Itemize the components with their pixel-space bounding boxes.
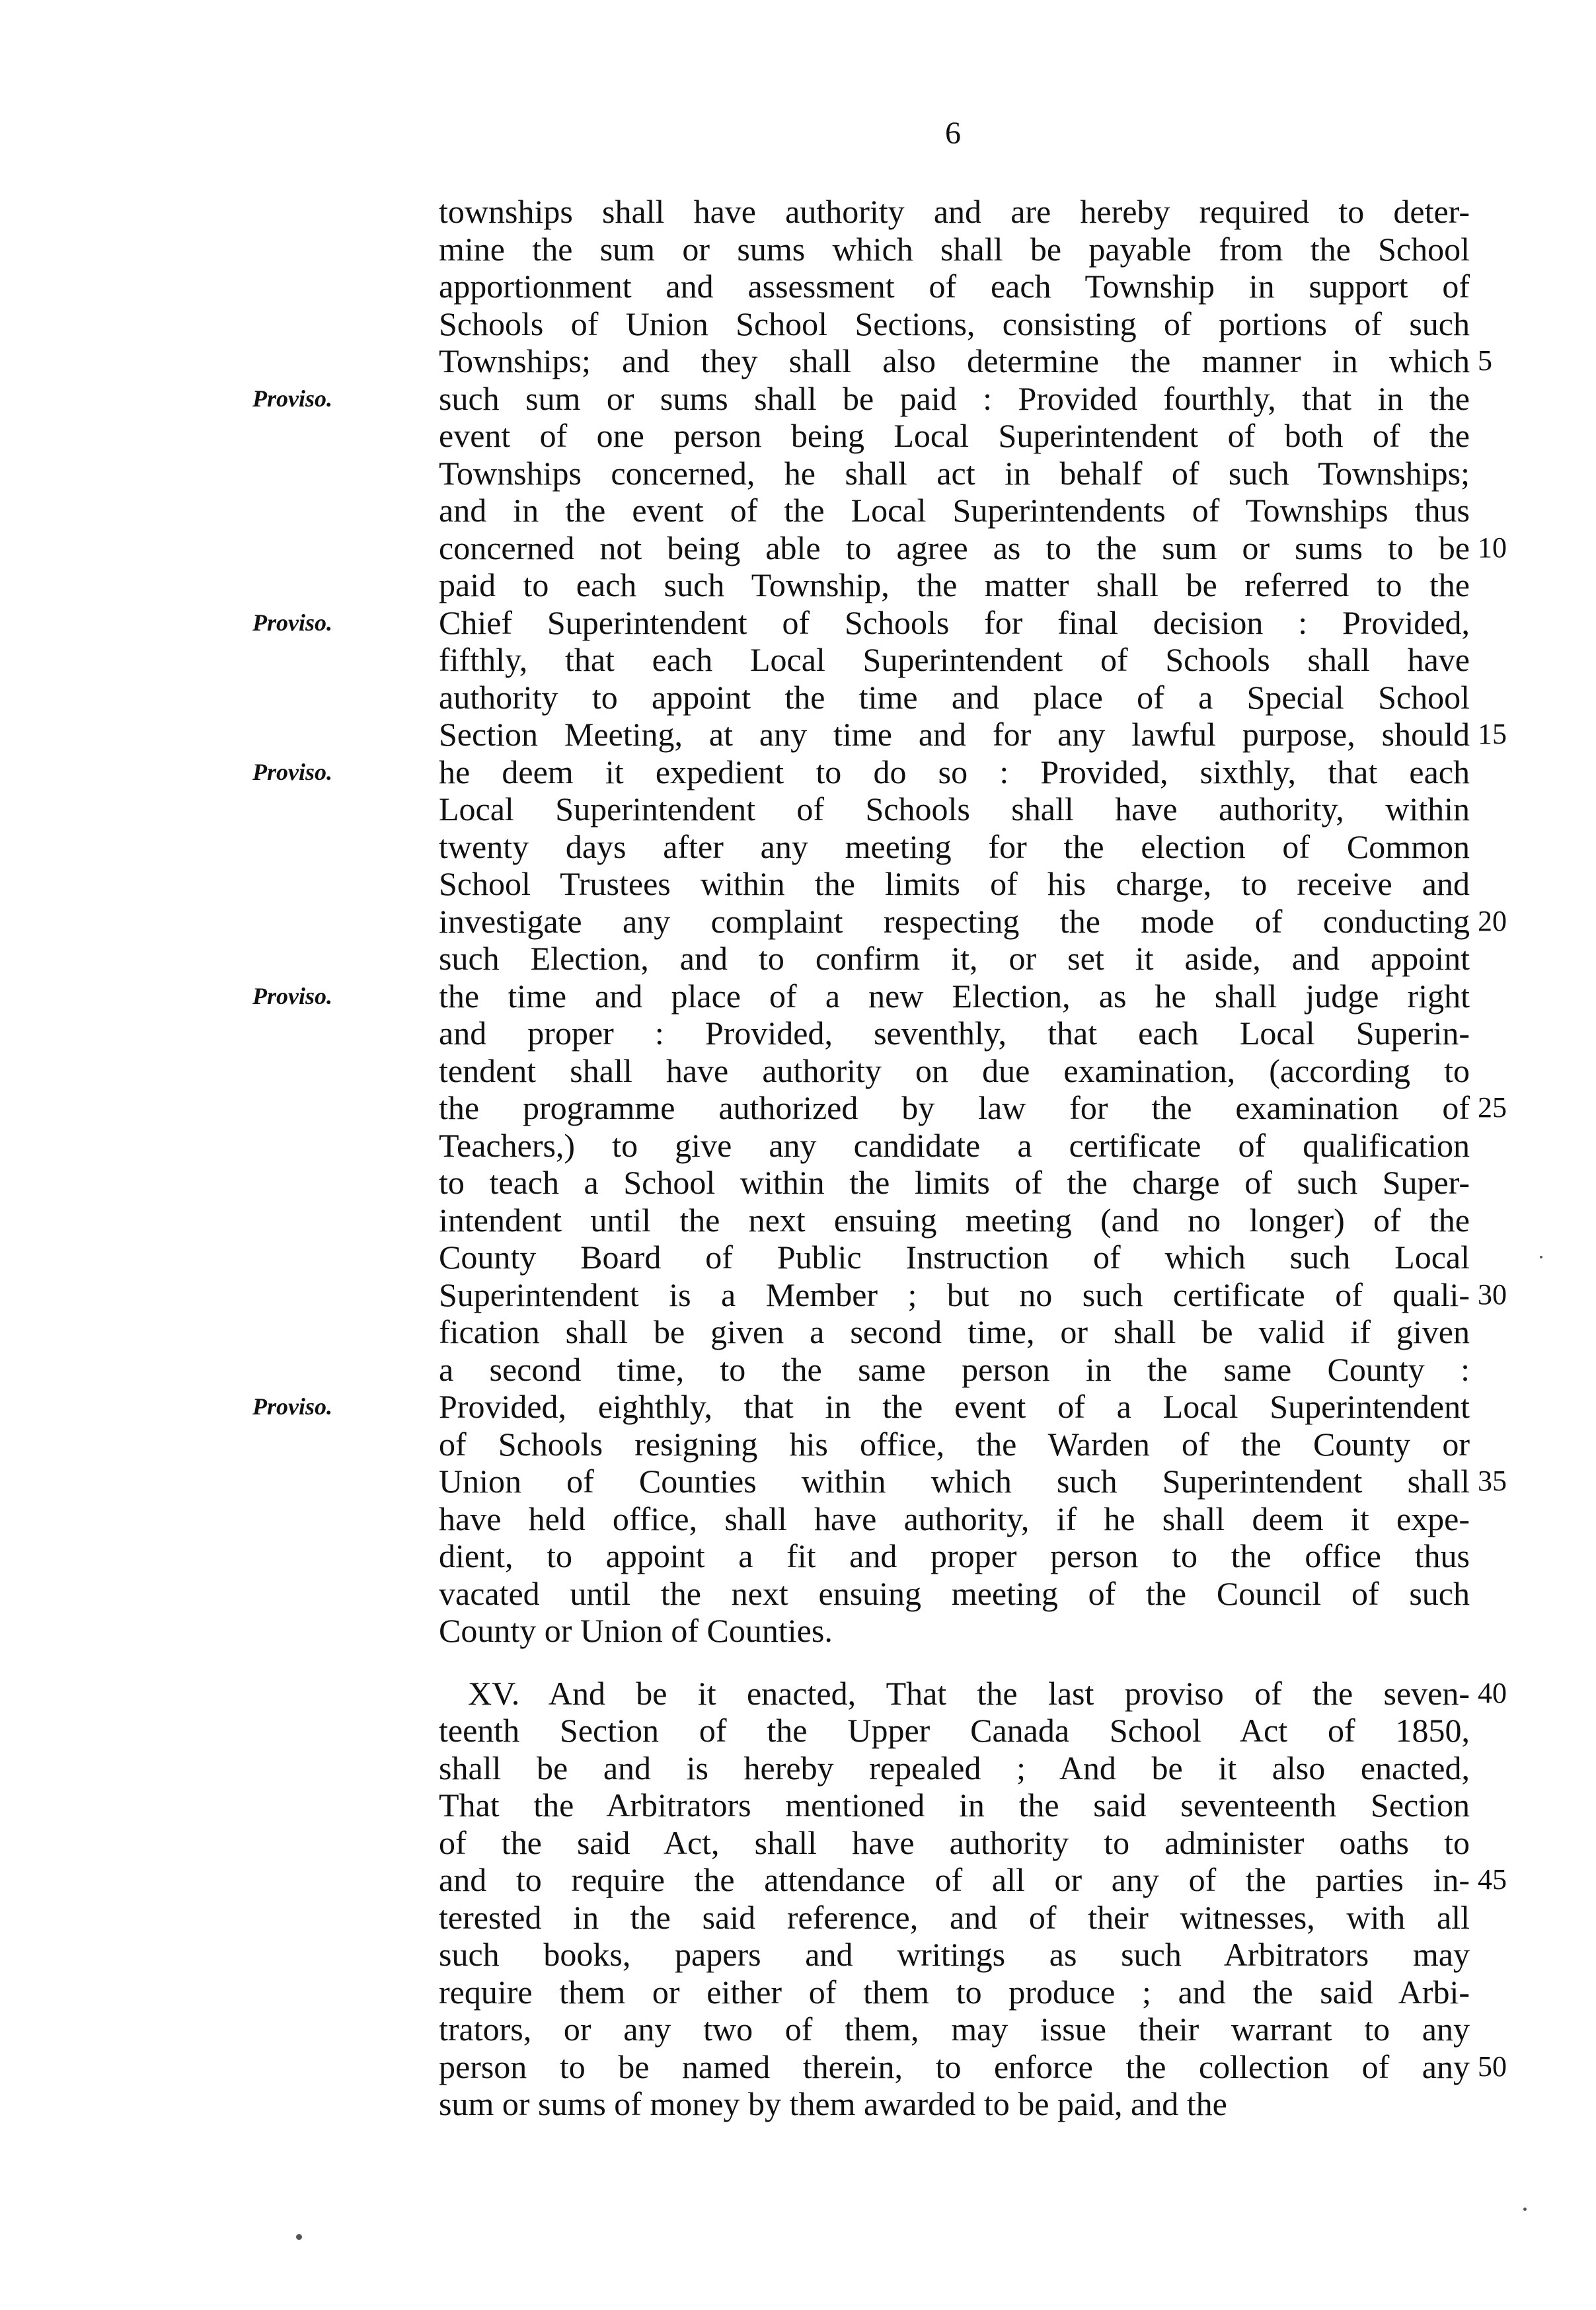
margin-note-proviso: Proviso.	[252, 385, 332, 412]
margin-note-proviso: Proviso.	[252, 982, 332, 1009]
text-line: Townships concerned, he shall act in behalf of such Townships;	[439, 454, 1470, 492]
line-number: 40	[1478, 1676, 1507, 1709]
text-line: School Trustees within the limits of his charge, to receive and	[439, 865, 1470, 902]
text-line: the time and place of a new Election, as he shall judge right	[439, 977, 1470, 1015]
text-line: require them or either of them to produce ; and the said Arbi-	[439, 1973, 1470, 2011]
text-line: such Election, and to confirm it, or set it aside, and appoint	[439, 940, 1470, 977]
text-line: sum or sums of money by them awarded to be paid, and the	[439, 2085, 1227, 2122]
text-line: County or Union of Counties.	[439, 1612, 833, 1649]
text-line: tendent shall have authority on due examination, (according to	[439, 1052, 1470, 1089]
text-line: investigate any complaint respecting the mode of conducting	[439, 902, 1470, 940]
text-line: fication shall be given a second time, or shall be valid if given	[439, 1313, 1470, 1350]
text-line: such books, papers and writings as such Arbitrators may	[439, 1936, 1470, 1973]
text-line: and in the event of the Local Superintendents of Townships thus	[439, 492, 1470, 529]
text-line: Union of Counties within which such Superintendent shall	[439, 1463, 1470, 1500]
text-line: of the said Act, shall have authority to administer oaths to	[439, 1824, 1470, 1861]
text-line: Local Superintendent of Schools shall have authority, within	[439, 790, 1470, 828]
text-line: Schools of Union School Sections, consisting of portions of such	[439, 305, 1470, 342]
line-number: 50	[1478, 2050, 1507, 2083]
text-line: event of one person being Local Superintendent of both of the	[439, 417, 1470, 454]
line-number: 20	[1478, 904, 1507, 937]
text-line: such sum or sums shall be paid : Provided fourthly, that in the	[439, 379, 1470, 417]
scan-speck	[1523, 2208, 1527, 2211]
text-line: Townships; and they shall also determine the manner in which	[439, 342, 1470, 379]
text-line: a second time, to the same person in the same County :	[439, 1350, 1470, 1388]
text-line: to teach a School within the limits of the charge of such Super-	[439, 1164, 1470, 1201]
text-line: Chief Superintendent of Schools for final decision : Provided,	[439, 603, 1470, 641]
text-line: mine the sum or sums which shall be payable from the School	[439, 230, 1470, 268]
line-number: 35	[1478, 1465, 1507, 1497]
line-number: 10	[1478, 531, 1507, 564]
margin-note-proviso: Proviso.	[252, 1393, 332, 1420]
text-line: Teachers,) to give any candidate a certificate of qualification	[439, 1126, 1470, 1164]
line-number: 25	[1478, 1091, 1507, 1124]
page-number: 6	[945, 116, 961, 151]
text-line: County Board of Public Instruction of which such Local	[439, 1239, 1470, 1276]
text-line: authority to appoint the time and place of a Special School	[439, 678, 1470, 716]
text-line: the programme authorized by law for the examination of	[439, 1089, 1470, 1126]
text-line: paid to each such Township, the matter shall be referred to the	[439, 566, 1470, 603]
text-line: person to be named therein, to enforce the collection of any	[439, 2048, 1470, 2085]
text-line: teenth Section of the Upper Canada School Act of 1850,	[439, 1712, 1470, 1749]
text-line: That the Arbitrators mentioned in the said seventeenth Section	[439, 1787, 1470, 1824]
text-line: Provided, eighthly, that in the event of a Local Superintendent	[439, 1388, 1470, 1425]
scan-speck	[296, 2234, 302, 2240]
text-line: townships shall have authority and are hereby required to deter-	[439, 193, 1470, 230]
text-line: dient, to appoint a fit and proper person to the office thus	[439, 1537, 1470, 1574]
text-line: intendent until the next ensuing meeting (and no longer) of the	[439, 1201, 1470, 1239]
text-line: Superintendent is a Member ; but no such certificate of quali-	[439, 1276, 1470, 1313]
margin-note-proviso: Proviso.	[252, 609, 332, 636]
line-number: 15	[1478, 718, 1507, 750]
text-line: terested in the said reference, and of their witnesses, with all	[439, 1898, 1470, 1936]
line-number: 5	[1478, 344, 1492, 377]
text-line: Section Meeting, at any time and for any lawful purpose, should	[439, 716, 1470, 753]
text-line: of Schools resigning his office, the Warden of the County or	[439, 1425, 1470, 1463]
text-line: trators, or any two of them, may issue their warrant to any	[439, 2011, 1470, 2048]
text-line: fifthly, that each Local Superintendent of Schools shall have	[439, 641, 1470, 678]
text-line: concerned not being able to agree as to the sum or sums to be	[439, 529, 1470, 566]
text-line: apportionment and assessment of each Township in support of	[439, 268, 1470, 305]
line-number: 45	[1478, 1863, 1507, 1896]
text-line: he deem it expedient to do so : Provided, sixthly, that each	[439, 753, 1470, 790]
line-number: 30	[1478, 1278, 1507, 1311]
text-line: and to require the attendance of all or any of the parties in-	[439, 1861, 1470, 1898]
text-line: twenty days after any meeting for the election of Common	[439, 828, 1470, 865]
text-line: and proper : Provided, seventhly, that each Local Superin-	[439, 1015, 1470, 1052]
text-line: vacated until the next ensuing meeting of the Council of such	[439, 1574, 1470, 1612]
scan-speck	[1540, 1256, 1542, 1258]
text-line: shall be and is hereby repealed ; And be it also enacted,	[439, 1749, 1470, 1787]
text-line: XV. And be it enacted, That the last proviso of the seven-	[468, 1674, 1470, 1712]
margin-note-proviso: Proviso.	[252, 758, 332, 785]
text-line: have held office, shall have authority, if he shall deem it expe-	[439, 1500, 1470, 1537]
